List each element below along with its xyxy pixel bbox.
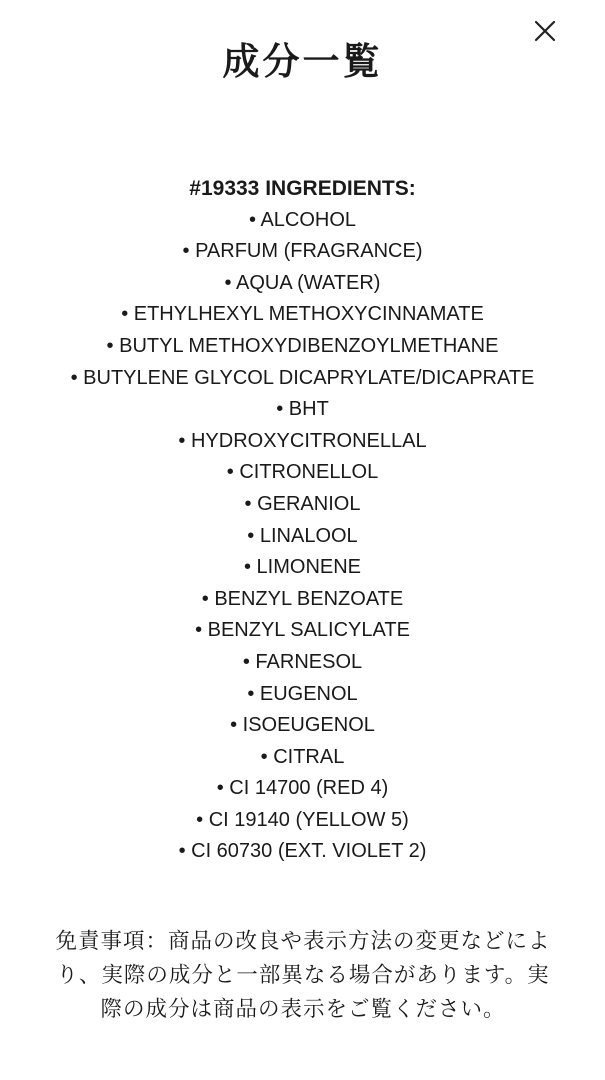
modal-title: 成分一覧 (222, 40, 383, 83)
ingredients-section (0, 173, 605, 868)
ingredient-item: • LINALOOL (0, 521, 605, 553)
ingredient-item: • HYDROXYCITRONELLAL (0, 426, 605, 458)
ingredient-item: • CI 60730 (EXT. VIOLET 2) (0, 836, 605, 868)
ingredient-item: • LIMONENE (0, 552, 605, 584)
ingredient-item: • FARNESOL (0, 647, 605, 679)
ingredient-item: • BENZYL SALICYLATE (0, 615, 605, 647)
ingredient-item: • PARFUM (FRAGRANCE) (0, 236, 605, 268)
disclaimer-text: 免責事項：商品の改良や表示方法の変更などにより、実際の成分と一部異なる場合があります。実際の成分は商品の表示をご覧ください。 (55, 929, 551, 1022)
ingredient-item: • CITRAL (0, 742, 605, 774)
ingredient-item: • CITRONELLOL (0, 457, 605, 489)
ingredient-list (0, 205, 605, 868)
ingredient-item: • BUTYL METHOXYDIBENZOYLMETHANE (0, 331, 605, 363)
ingredient-item: • BHT (0, 394, 605, 426)
ingredient-item: • AQUA (WATER) (0, 268, 605, 300)
ingredient-item: • GERANIOL (0, 489, 605, 521)
ingredient-item: • CI 14700 (RED 4) (0, 773, 605, 805)
ingredient-item: • BUTYLENE GLYCOL DICAPRYLATE/DICAPRATE (0, 363, 605, 395)
ingredients-heading: #19333 INGREDIENTS: (189, 177, 416, 200)
ingredient-item: • ETHYLHEXYL METHOXYCINNAMATE (0, 299, 605, 331)
ingredient-item: • CI 19140 (YELLOW 5) (0, 805, 605, 837)
ingredient-item: • ISOEUGENOL (0, 710, 605, 742)
ingredient-item: • ALCOHOL (0, 205, 605, 237)
ingredient-item: • BENZYL BENZOATE (0, 584, 605, 616)
ingredient-item: • EUGENOL (0, 679, 605, 711)
